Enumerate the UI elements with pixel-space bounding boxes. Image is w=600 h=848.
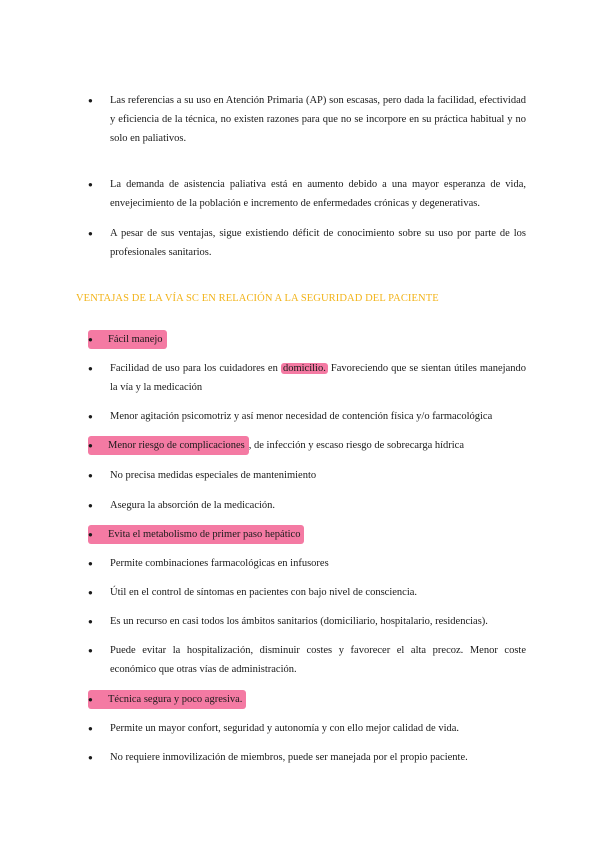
text-segment: Favoreciendo que se sientan útiles manejando la vía y la medicación xyxy=(110,363,526,393)
list-item-text: Es un recurso en casi todos los ámbitos sanitarios (domiciliario, hospitalario, residencias). xyxy=(110,616,488,627)
text-segment: , de infección y escaso riesgo de sobrecarga hídrica xyxy=(248,440,465,451)
bullet-icon: ● xyxy=(88,530,93,539)
list-item xyxy=(88,496,526,515)
list-item xyxy=(88,690,526,709)
list-item xyxy=(88,224,526,262)
highlighted-text: Menor riesgo de complicaciones xyxy=(108,440,245,451)
list-item xyxy=(88,525,526,544)
text-segment: Facilidad de uso para los cuidadores en xyxy=(110,363,281,374)
highlight-mark xyxy=(88,525,304,544)
highlighted-text: domicilio. xyxy=(282,363,326,374)
section-heading: VENTAJAS DE LA VÍA SC EN RELACIÓN A LA SEGURIDAD DEL PACIENTE xyxy=(76,293,439,304)
list-item xyxy=(88,719,526,738)
bullet-icon: ● xyxy=(88,441,93,450)
highlight-mark xyxy=(88,330,167,349)
highlight-mark xyxy=(88,690,246,709)
list-item-text: Permite combinaciones farmacológicas en infusores xyxy=(110,558,329,569)
list-item xyxy=(88,436,526,455)
list-item-text: Menor agitación psicomotriz y así menor necesidad de contención física y/o farmacológica xyxy=(110,411,493,422)
list-item-text: Fácil manejo xyxy=(108,334,163,345)
list-item xyxy=(88,612,526,631)
list-item-text: Útil en el control de síntomas en pacientes con bajo nivel de consciencia. xyxy=(110,587,418,598)
bullet-icon: ● xyxy=(88,695,93,704)
bullet-icon: ● xyxy=(88,471,93,480)
bullet-icon: ● xyxy=(88,96,93,105)
list-item xyxy=(88,641,526,679)
bullet-icon: ● xyxy=(88,559,93,568)
bullet-icon: ● xyxy=(88,335,93,344)
list-item-text: Puede evitar la hospitalización, disminuir costes y favorecer el alta precoz. Menor coste económico que otras vías de administración. xyxy=(110,645,526,675)
list-item-text: No precisa medidas especiales de mantenimiento xyxy=(110,470,317,481)
list-item-text: La demanda de asistencia paliativa está en aumento debido a una mayor esperanza de vida, envejecimiento de la población e incremento de enfermedades crónicas y degenerativas. xyxy=(110,179,526,209)
bullet-icon: ● xyxy=(88,617,93,626)
list-item xyxy=(88,359,526,397)
bullet-icon: ● xyxy=(88,588,93,597)
list-item xyxy=(88,554,526,573)
list-item-text: Las referencias a su uso en Atención Primaria (AP) son escasas, pero dada la facilidad, efectividad y eficiencia de la técnica, no existen razones para que no se incorpore en su práctica habitual y no solo en paliativos. xyxy=(110,95,526,144)
list-item xyxy=(88,330,526,349)
bullet-icon: ● xyxy=(88,229,93,238)
list-item-text xyxy=(110,359,526,397)
list-item xyxy=(88,175,526,213)
list-item-text: Permite un mayor confort, seguridad y autonomía y con ello mejor calidad de vida. xyxy=(110,723,460,734)
list-item-text: Técnica segura y poco agresiva. xyxy=(108,694,243,705)
list-item-text: No requiere inmovilización de miembros, puede ser manejada por el propio paciente. xyxy=(110,752,468,763)
bullet-icon: ● xyxy=(88,364,93,373)
bullet-icon: ● xyxy=(88,753,93,762)
list-item-text: Evita el metabolismo de primer paso hepático xyxy=(108,529,301,540)
bullet-icon: ● xyxy=(88,724,93,733)
highlight-mark xyxy=(88,436,249,455)
list-item-text: A pesar de sus ventajas, sigue existiendo déficit de conocimiento sobre su uso por parte de los profesionales sanitarios. xyxy=(110,228,526,258)
list-item xyxy=(88,91,526,148)
list-item xyxy=(88,466,526,485)
list-item-text: Asegura la absorción de la medicación. xyxy=(110,500,276,511)
bullet-icon: ● xyxy=(88,501,93,510)
bullet-icon: ● xyxy=(88,646,93,655)
list-item xyxy=(88,748,526,767)
list-item xyxy=(88,583,526,602)
bullet-icon: ● xyxy=(88,180,93,189)
bullet-icon: ● xyxy=(88,412,93,421)
list-item xyxy=(88,407,526,426)
